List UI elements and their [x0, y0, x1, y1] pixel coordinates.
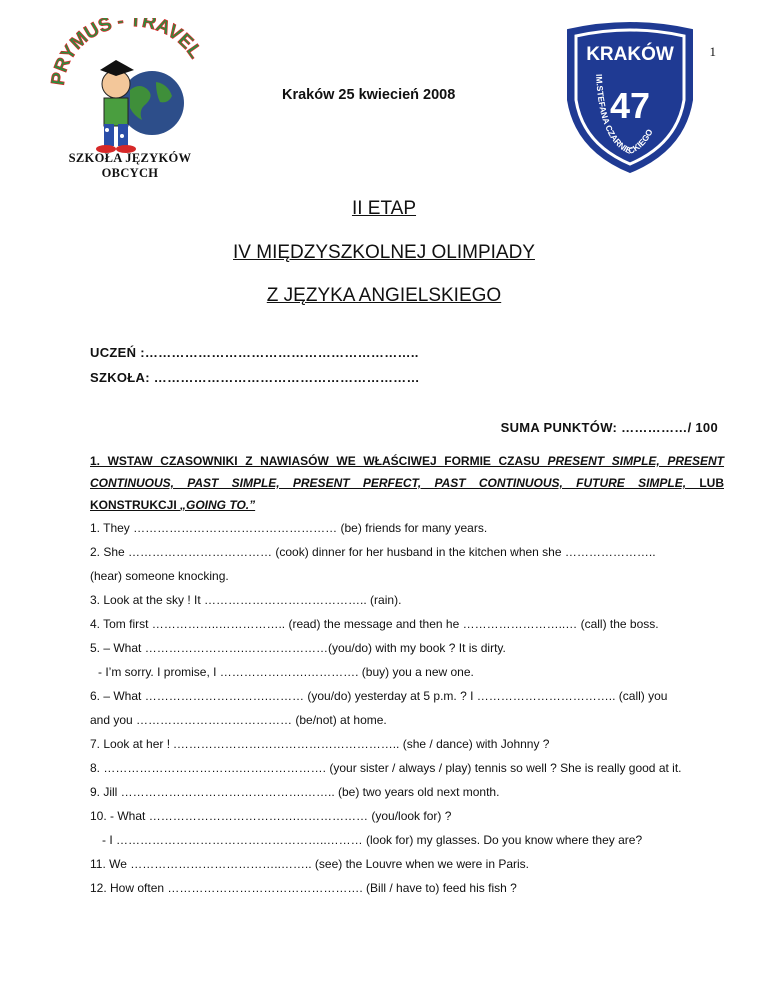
- school-name-line2: OBCYCH: [101, 166, 159, 180]
- item-9[interactable]: 9. Jill ……………………………………….…….. (be) two years old next month.: [90, 785, 500, 799]
- item-11[interactable]: 11. We ………………………………..…….. (see) the Louvre when we were in Paris.: [90, 857, 530, 871]
- task1-tenses: PRESENT SIMPLE, PRESENT CONTINUOUS, PAST SIMPLE, PRESENT PERFECT, PAST CONTINUOUS, FUTURE SIMPLE,: [90, 454, 725, 490]
- task1-instruction: [90, 450, 724, 516]
- logo-text: PRYMUS - TRAVEL: [47, 18, 206, 87]
- item-1[interactable]: 1. They …………………………………………… (be) friends for many years.: [90, 521, 488, 535]
- item-12[interactable]: 12. How often …………………………………………. (Bill / have to) feed his fish ?: [90, 881, 517, 895]
- task1-text-b: LUB KONSTRUKCJI: [90, 476, 724, 512]
- crest-city: KRAKÓW: [586, 44, 674, 65]
- item-6b[interactable]: and you ………………………………… (be/not) at home.: [90, 713, 387, 727]
- item-4[interactable]: 4. Tom first ……………..…………….. (read) the message and then he ……………………..… (call) the boss.: [90, 617, 659, 631]
- task1-text-a: 1. WSTAW CZASOWNIKI Z NAWIASÓW WE WŁAŚCIWEJ FORMIE CZASU: [90, 454, 548, 468]
- prymus-travel-logo: [44, 18, 214, 158]
- crest-ring-text: IM.STEFANA CZARNIECKIEGO: [594, 73, 655, 157]
- item-5a[interactable]: 5. – What …………………….…………………(you/do) with my book ? It is dirty.: [90, 641, 506, 655]
- page-number: 1: [709, 44, 716, 59]
- item-2a[interactable]: 2. She ……………………………… (cook) dinner for her husband in the kitchen when she …………………..: [90, 545, 656, 559]
- task1-items: [90, 516, 730, 900]
- item-10a[interactable]: 10. - What ……………………………….……………… (you/look for) ?: [90, 809, 452, 823]
- points-field: SUMA PUNKTÓW: ……………/ 100: [500, 420, 718, 435]
- title-subject: Z JĘZYKA ANGIELSKIEGO: [266, 285, 502, 306]
- school-field[interactable]: SZKOŁA: ……………………………………………………: [90, 370, 420, 385]
- student-field[interactable]: UCZEŃ :……………………………………………………..: [90, 345, 419, 360]
- item-6a[interactable]: 6. – What ………………………….……… (you/do) yesterday at 5 p.m. ? I …………………………….. (call) you: [90, 689, 668, 703]
- header-date: Kraków 25 kwiecień 2008: [282, 87, 456, 103]
- item-10b[interactable]: - I ……………………………………………..……… (look for) my glasses. Do you know where they are?: [102, 833, 643, 847]
- item-3[interactable]: 3. Look at the sky ! It ………………………………….. (rain).: [90, 593, 402, 607]
- item-2b: (hear) someone knocking.: [90, 569, 229, 583]
- item-8[interactable]: 8. …………………………….…………………. (your sister / always / play) tennis so well ? She is really good at it.: [90, 761, 682, 775]
- title-olympiad: IV MIĘDZYSZKOLNEJ OLIMPIADY: [233, 242, 535, 263]
- school-name: [50, 151, 210, 181]
- school-crest: [560, 20, 700, 176]
- item-5b[interactable]: - I’m sorry. I promise, I ………………….…………. (buy) you a new one.: [98, 665, 474, 679]
- item-7[interactable]: 7. Look at her ! .……………………………………………….. (she / dance) with Johnny ?: [90, 737, 550, 751]
- crest-number: 47: [609, 85, 651, 126]
- school-name-line1: SZKOŁA JĘZYKÓW: [68, 151, 192, 165]
- task1-construction: „GOING TO.”: [180, 498, 256, 512]
- title-stage: II ETAP: [351, 198, 417, 219]
